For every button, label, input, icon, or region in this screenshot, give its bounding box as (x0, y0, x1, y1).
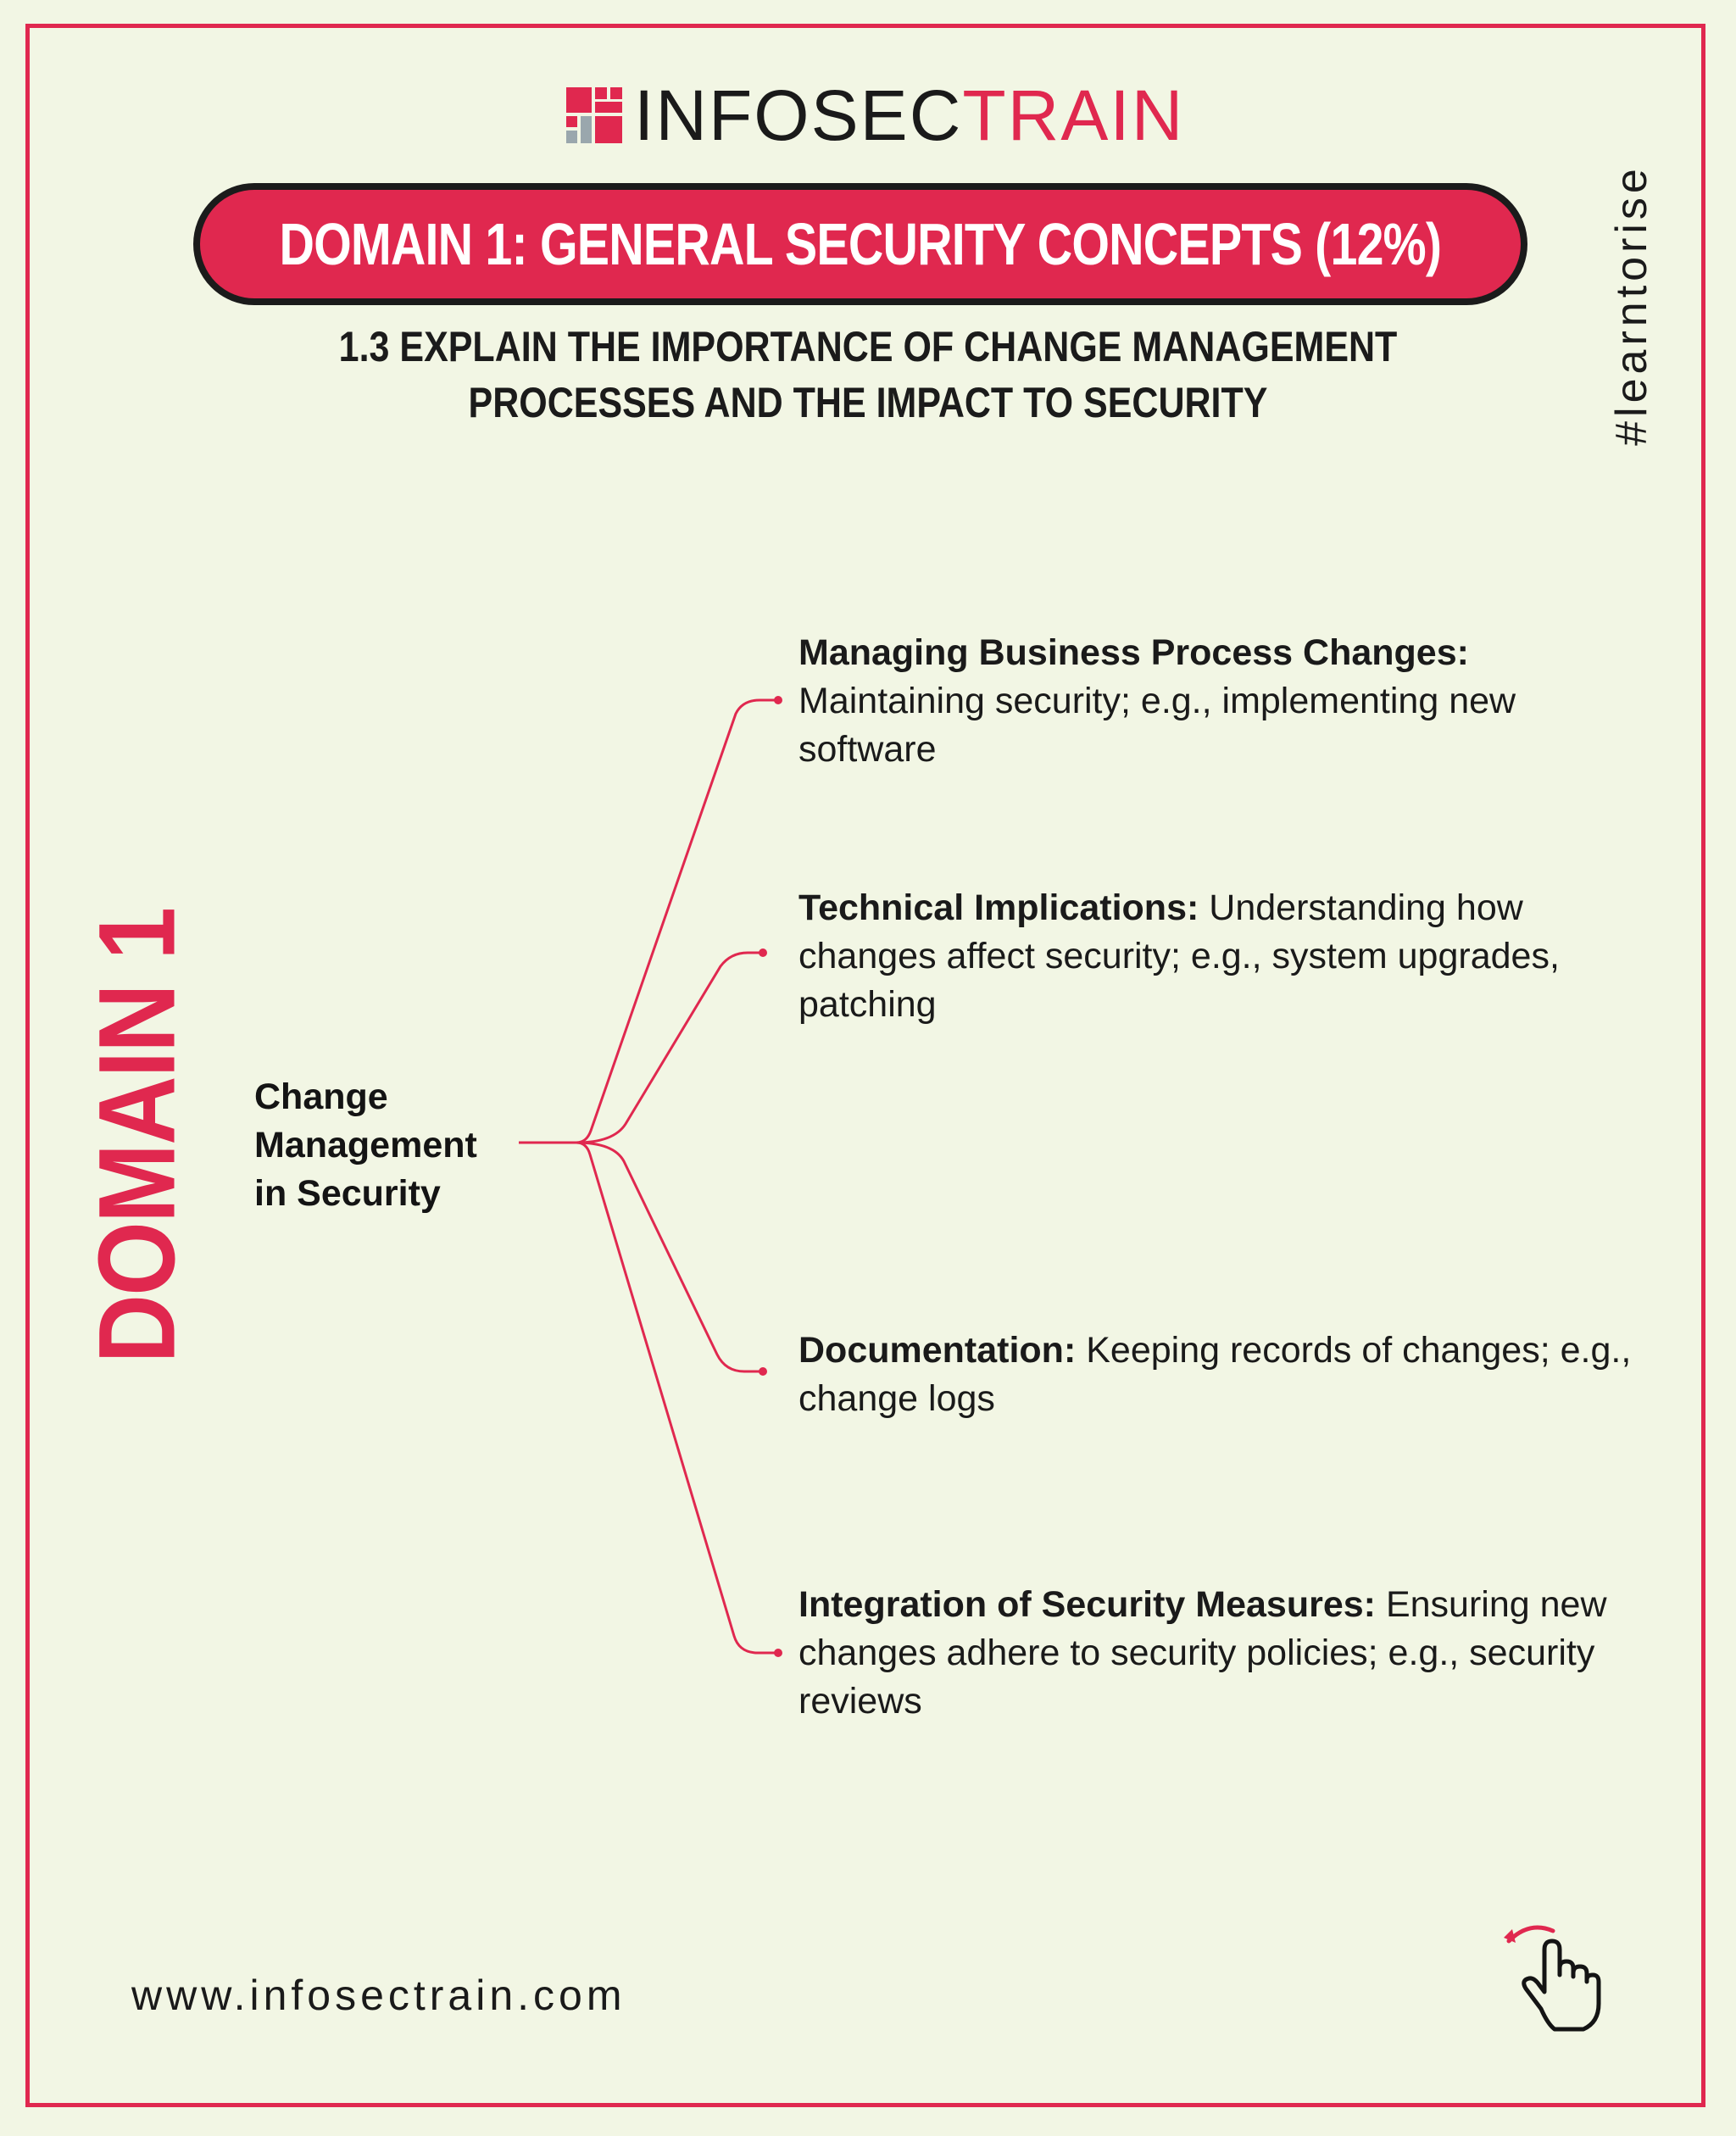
connector-branch-2 (576, 953, 763, 1143)
connector-dot-2 (759, 948, 767, 957)
branch-managing-business-process (798, 629, 1655, 774)
branch-title: Managing Business Process Changes: (798, 632, 1469, 673)
branch-technical-implications (798, 884, 1655, 1029)
center-node-line-2: Management (254, 1125, 477, 1165)
brand-name-part1: INFOSEC (634, 75, 963, 155)
center-node-line-3: in Security (254, 1173, 441, 1214)
branch-title: Integration of Security Measures: (798, 1584, 1376, 1625)
connector-branch-1 (576, 700, 778, 1143)
branch-title: Technical Implications: (798, 887, 1199, 928)
subtitle-line-2: PROCESSES AND THE IMPACT TO SECURITY (468, 379, 1268, 426)
hand-swipe-icon[interactable] (1500, 1916, 1602, 2034)
branch-integration-security-measures (798, 1581, 1655, 1726)
branch-text: Understanding how changes affect security; e.g., system upgrades, patching (798, 887, 1560, 1025)
hashtag-label: #learntorise (1607, 164, 1656, 446)
branch-text: Maintaining security; e.g., implementing new software (798, 681, 1516, 770)
center-node (254, 1073, 526, 1218)
subtitle-line-1: 1.3 EXPLAIN THE IMPORTANCE OF CHANGE MANAGEMENT (338, 323, 1398, 370)
connector-dot-3 (759, 1367, 767, 1376)
connector-branch-4 (576, 1143, 778, 1653)
branch-text: Ensuring new changes adhere to security policies; e.g., security reviews (798, 1584, 1607, 1722)
domain-side-label-text: DOMAIN 1 (76, 908, 198, 1364)
branch-text: Keeping records of changes; e.g., change logs (798, 1330, 1632, 1419)
center-node-line-1: Change (254, 1076, 388, 1117)
connector-branch-3 (576, 1143, 763, 1371)
branch-title: Documentation: (798, 1330, 1077, 1371)
connector-dot-1 (774, 696, 782, 704)
domain-title-text: DOMAIN 1: GENERAL SECURITY CONCEPTS (12%) (279, 211, 1442, 277)
branch-documentation (798, 1327, 1655, 1423)
website-url[interactable]: www.infosectrain.com (131, 1972, 626, 2019)
brand-name-part2: TRAIN (962, 75, 1185, 155)
connector-dot-4 (774, 1649, 782, 1657)
